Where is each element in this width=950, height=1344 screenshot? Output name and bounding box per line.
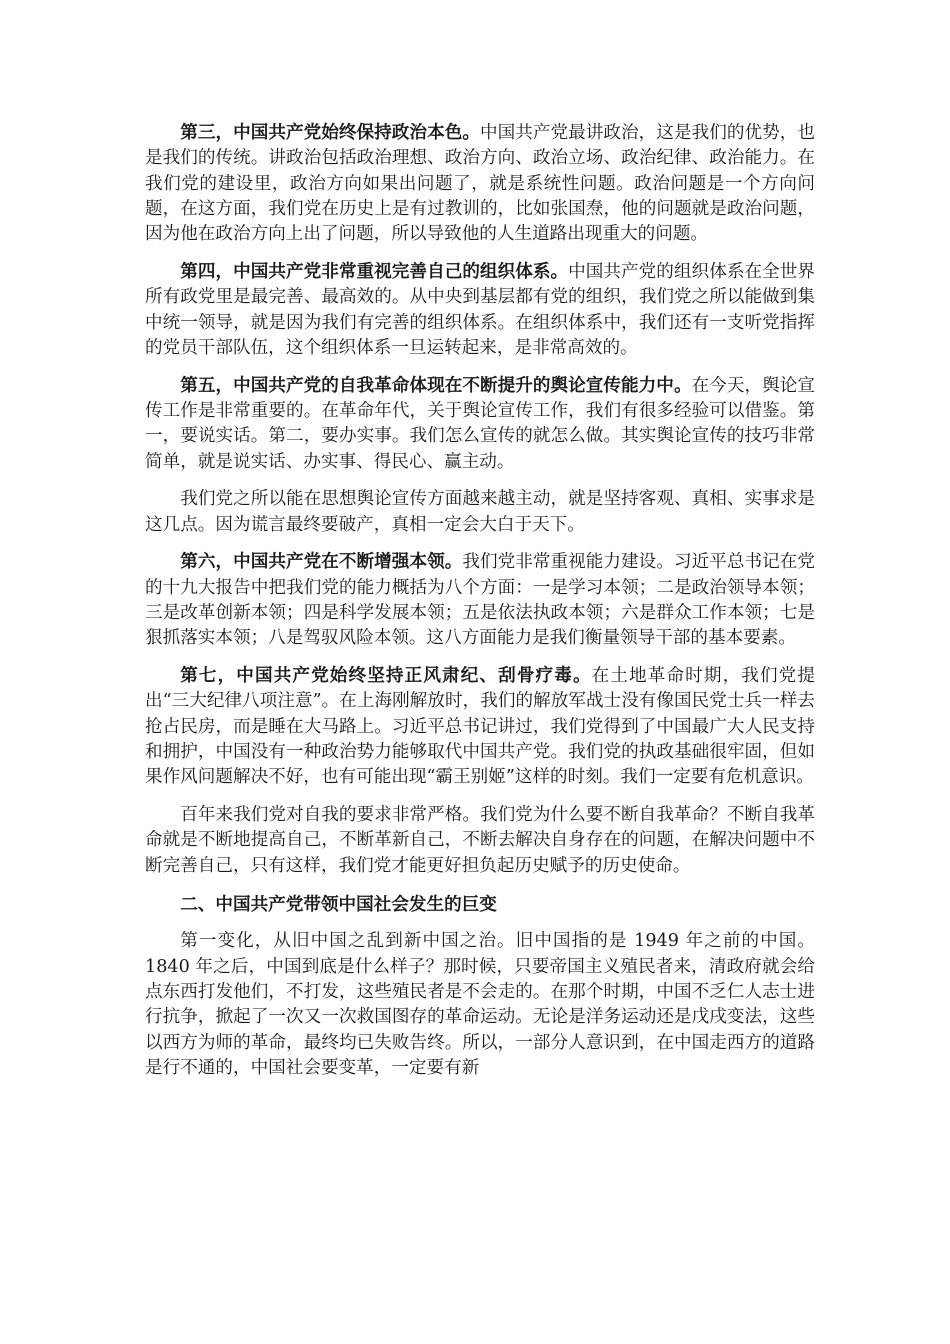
paragraph-body: 我们党非常重视能力建设。习近平总书记在党的十九大报告中把我们党的能力概括为八个方面：一是学习本领；二是政治领导本领；三是改革创新本领；四是科学发展本领；五是依法执政本领；六是群众工作本领；七是狠抓落实本领；八是驾驭风险本领。这八方面能力是我们衡量领导干部的基本要素。	[145, 552, 815, 649]
paragraph-first-change: 第一变化，从旧中国之乱到新中国之治。旧中国指的是 1949 年之前的中国。1840 年之后，中国到底是什么样子？那时候，只要帝国主义殖民者来，清政府就会给点东西打发他们，不打发，这些殖民者是不会走的。在那个时期，中国不乏仁人志士进行抗争，掀起了一次又一次救国图存的革命运动。无论是洋务运动还是戊戌变法，这些以西方为师的革命，最终均已失败告终。所以，一部分人意识到，在中国走西方的道路是行不通的，中国社会要变革，一定要有新	[145, 931, 815, 1078]
paragraph-third-point	[145, 120, 815, 247]
paragraph-fifth-point	[145, 373, 815, 475]
paragraph-body: 在土地革命时期，我们党提出“三大纪律八项注意”。在上海刚解放时，我们的解放军战士没有像国民党士兵一样去抢占民房，而是睡在大马路上。习近平总书记讲过，我们党得到了中国最广大人民支持和拥护，中国没有一种政治势力能够取代中国共产党。我们党的执政基础很牢固，但如果作风问题解决不好，也有可能出现“霸王别姬”这样的时刻。我们一定要有危机意识。	[145, 666, 815, 788]
paragraph-body: 中国共产党的组织体系在全世界所有政党里是最完善、最高效的。从中央到基层都有党的组织，我们党之所以能做到集中统一领导，就是因为我们有完善的组织体系。在组织体系中，我们还有一支听党指挥的党员干部队伍，这个组织体系一旦运转起来，是非常高效的。	[145, 261, 815, 358]
paragraph-fourth-point	[145, 259, 815, 361]
paragraph-sixth-point	[145, 549, 815, 651]
document-page	[145, 120, 815, 1081]
paragraph-seventh-point	[145, 663, 815, 790]
paragraph-lead: 第六，中国共产党在不断增强本领。	[180, 551, 463, 573]
paragraph-self-revolution	[145, 802, 815, 879]
paragraph-propaganda-summary	[145, 486, 815, 538]
paragraph-body: 中国共产党最讲政治，这是我们的优势，也是我们的传统。讲政治包括政治理想、政治方向、政治立场、政治纪律、政治能力。在我们党的建设里，政治方向如果出问题了，就是系统性问题。政治问题是一个方向问题，在这方面，我们党在历史上是有过教训的，比如张国焘，他的问题就是政治问题，因为他在政治方向上出了问题，所以导致他的人生道路出现重大的问题。	[145, 123, 815, 245]
paragraph-body: 百年来我们党对自我的要求非常严格。我们党为什么要不断自我革命？不断自我革命就是不断地提高自己，不断革新自己，不断去解决自身存在的问题，在解决问题中不断完善自己，只有这样，我们党才能更好担负起历史赋予的历史使命。	[145, 805, 815, 876]
paragraph-lead: 第四，中国共产党非常重视完善自己的组织体系。	[180, 260, 569, 282]
paragraph-body: 我们党之所以能在思想舆论宣传方面越来越主动，就是坚持客观、真相、实事求是这几点。因为谎言最终要破产，真相一定会大白于天下。	[145, 489, 815, 535]
paragraph-lead: 第七，中国共产党始终坚持正风肃纪、刮骨疗毒。	[180, 665, 592, 687]
paragraph-body: 在今天，舆论宣传工作是非常重要的。在革命年代，关于舆论宣传工作，我们有很多经验可以借鉴。第一，要说实话。第二，要办实事。我们怎么宣传的就怎么做。其实舆论宣传的技巧非常简单，就是说实话、办实事、得民心、赢主动。	[145, 375, 815, 472]
paragraph-lead: 第三，中国共产党始终保持政治本色。	[180, 122, 480, 143]
section-heading: 二、中国共产党带领中国社会发生的巨变	[180, 894, 497, 916]
paragraph-lead: 第五，中国共产党的自我革命体现在不断提升的舆论宣传能力中。	[180, 374, 692, 396]
